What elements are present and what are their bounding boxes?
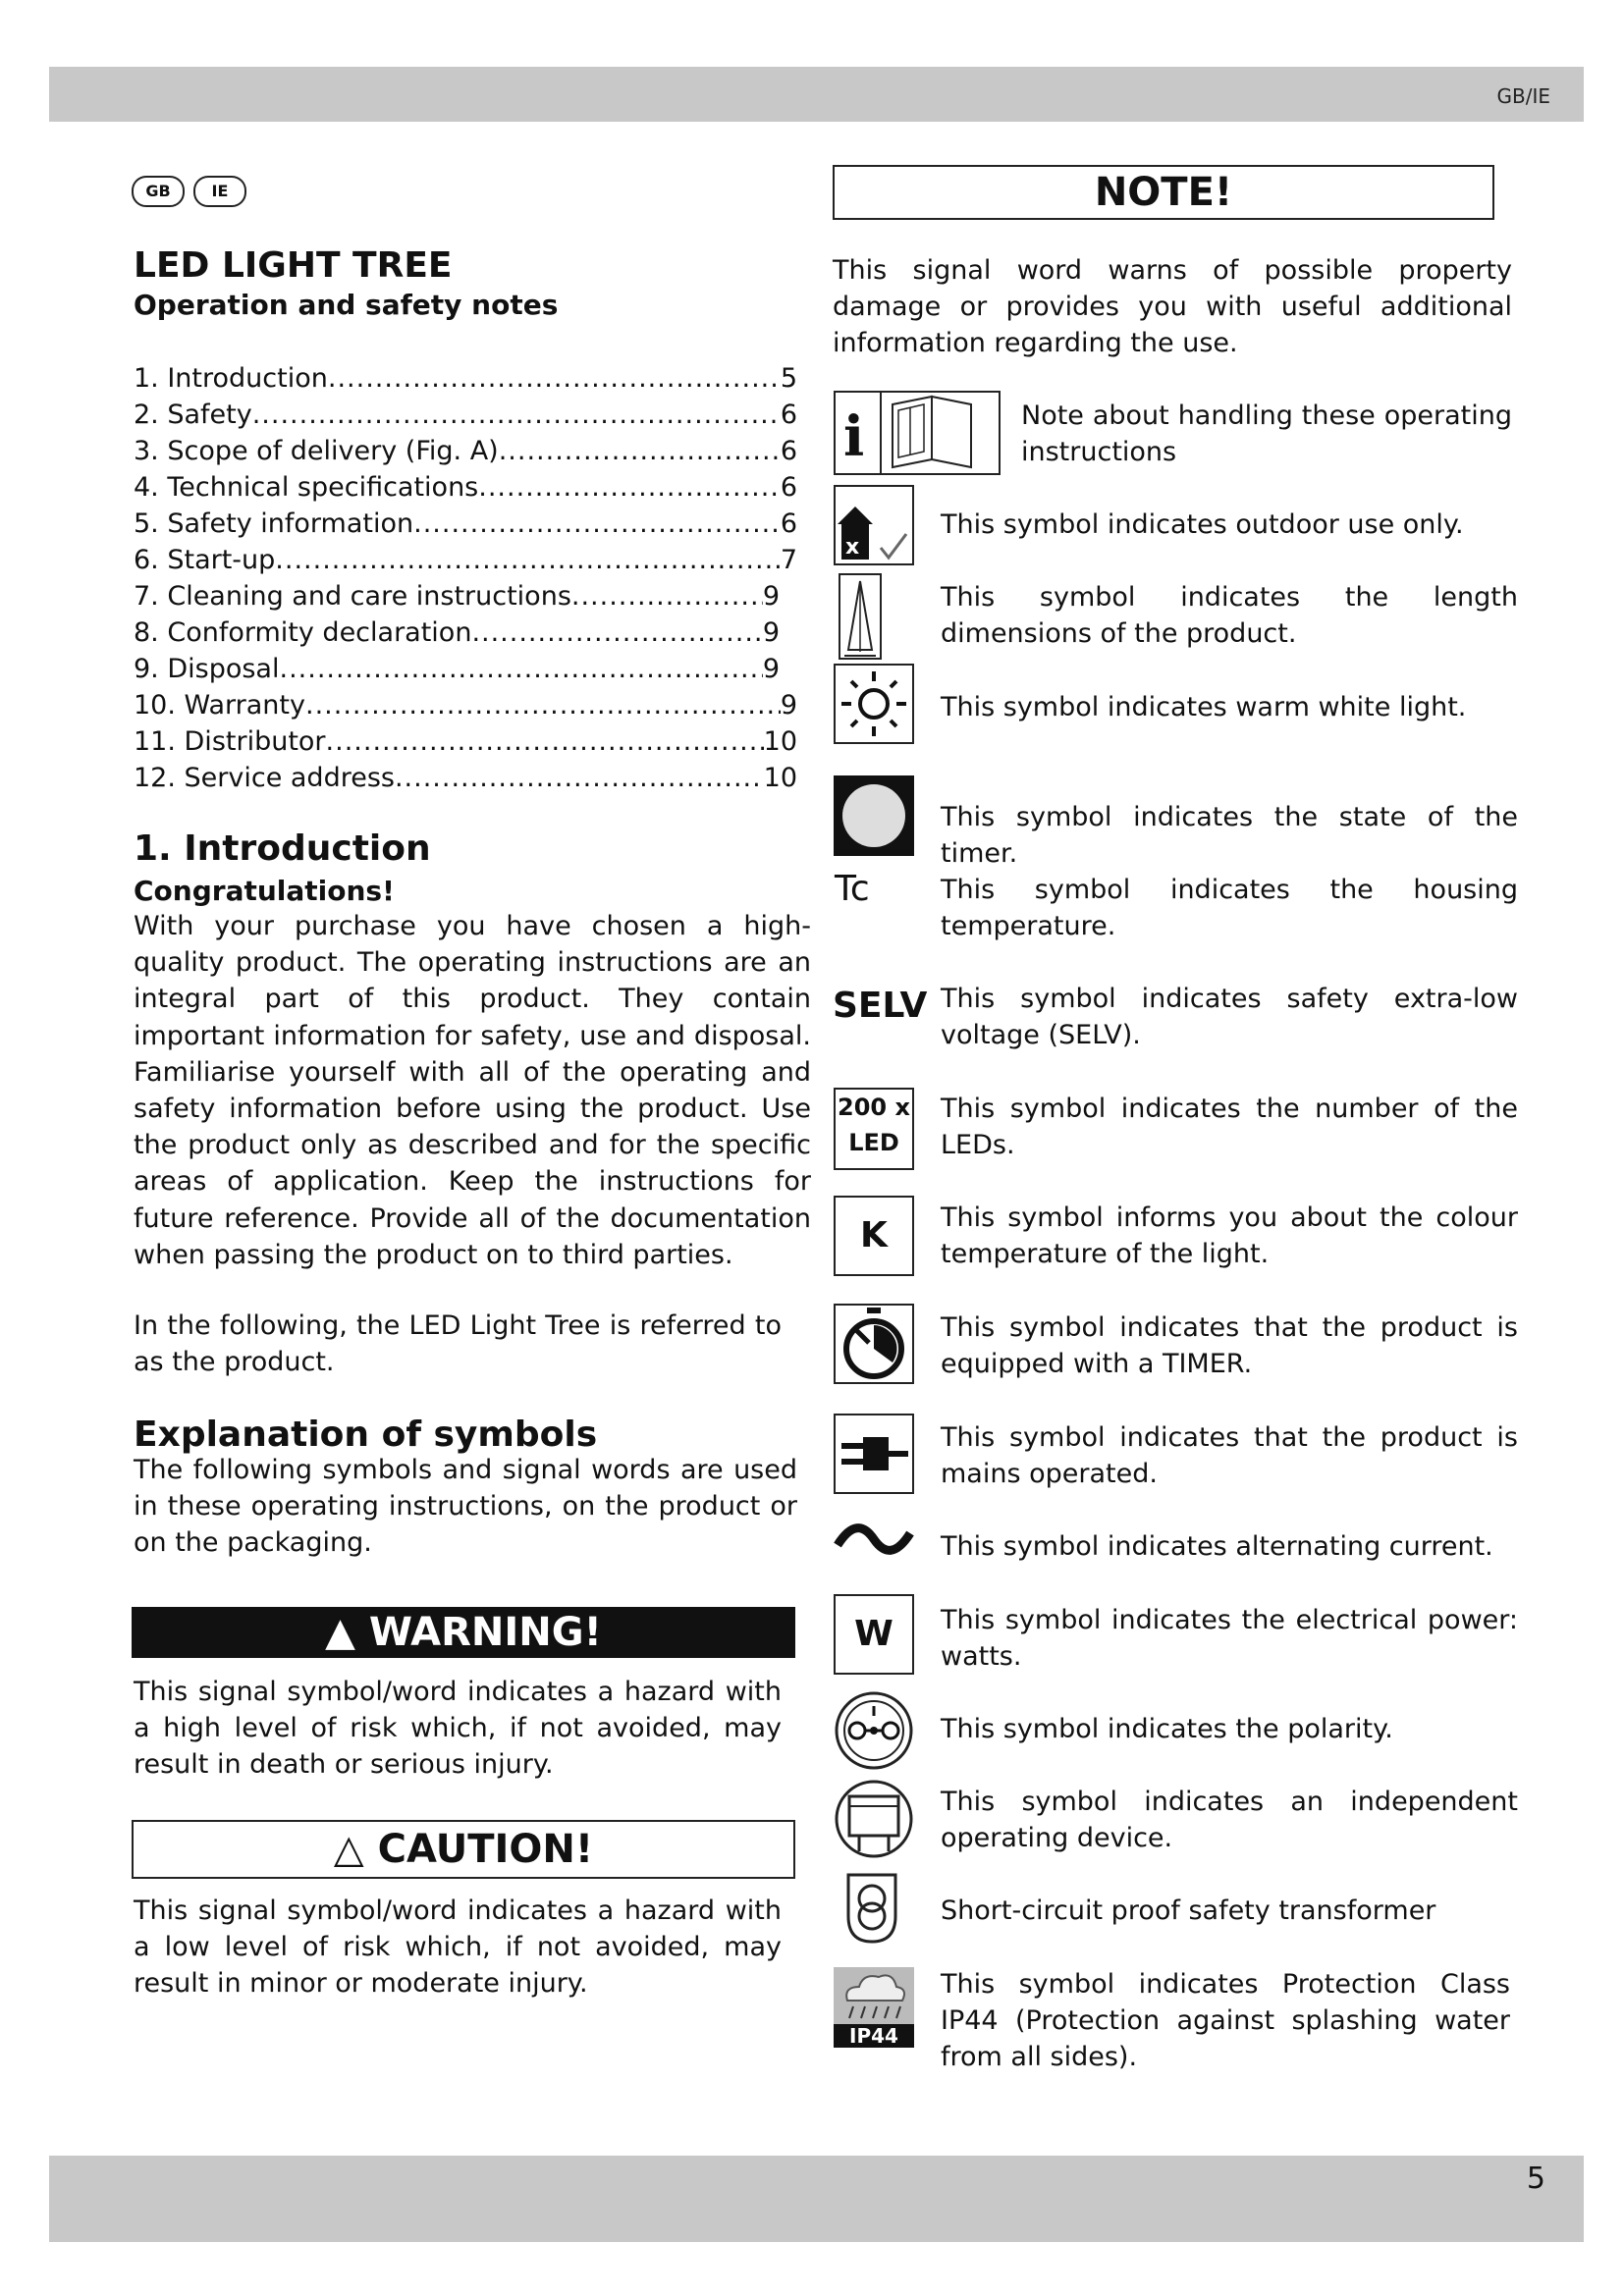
intro-paragraph: With your purchase you have chosen a high-quality product. The operating instructions are an integral part of this product. They contain important information for safety, use and disposal. Familiarise yourself with all of the operating and safety information before using the product. Use the product only as described and for the specific areas of application. Keep the instructions for future reference. Provide all of the documentation when passing the product on to third parties.	[134, 911, 811, 1270]
symbol-description: This symbol indicates the polarity.	[941, 1714, 1393, 1744]
timer-equipped-icon	[834, 1304, 914, 1384]
timer-state-icon	[834, 775, 914, 856]
toc-entry[interactable]: 11. Distributor ..... 10	[134, 726, 797, 757]
toc-entry[interactable]: 7. Cleaning and care instructions ..... 9	[134, 581, 780, 612]
symbol-description: This symbol indicates the state of the timer.	[941, 802, 1518, 870]
toc-entry[interactable]: 5. Safety information ..... 6	[134, 508, 797, 539]
ip44-icon: IP44	[834, 1967, 914, 2048]
watts-icon: W	[834, 1594, 914, 1675]
selv-icon: SELV	[833, 986, 928, 1026]
symbol-description: Note about handling these operating instructions	[1021, 400, 1512, 468]
toc-entry[interactable]: 6. Start-up ..... 7	[134, 545, 797, 575]
symbol-description: This symbol indicates safety extra-low voltage (SELV).	[941, 984, 1518, 1051]
svg-text:i: i	[843, 404, 865, 469]
country-badge-ie: IE	[193, 176, 246, 207]
warning-box: ▲ WARNING!	[132, 1607, 795, 1658]
toc-entry[interactable]: 8. Conformity declaration ..... 9	[134, 617, 780, 648]
safety-transformer-icon	[842, 1865, 901, 1946]
footer-bar	[49, 2156, 1584, 2242]
country-badge-gb: GB	[132, 176, 185, 207]
language-label: GB/IE	[1496, 84, 1550, 108]
toc-entry[interactable]: 2. Safety ..... 6	[134, 400, 797, 430]
independent-device-icon	[834, 1779, 914, 1859]
splash-water-icon	[834, 1967, 914, 2024]
intro-paragraph-2: In the following, the LED Light Tree is referred to as the product.	[134, 1310, 782, 1378]
note-text: This signal word warns of possible property damage or provides you with useful additional information regarding the use.	[833, 255, 1512, 359]
instructions-icon	[834, 391, 1001, 475]
symbols-intro-text: The following symbols and signal words are used in these operating instructions, on the product or on the packaging.	[134, 1455, 797, 1559]
toc-entry[interactable]: 10. Warranty ..... 9	[134, 690, 797, 721]
header-bar	[49, 67, 1584, 122]
intro-heading: 1. Introduction	[134, 828, 431, 869]
note-box: NOTE!	[833, 165, 1494, 220]
housing-temperature-icon: Tc	[835, 869, 870, 909]
toc-entry[interactable]: 1. Introduction ..... 5	[134, 363, 797, 394]
symbol-description: This symbol indicates the housing temperature.	[941, 875, 1518, 942]
outdoor-use-icon	[834, 485, 914, 565]
symbol-description: Short-circuit proof safety transformer	[941, 1896, 1436, 1926]
symbol-description: This symbol indicates an independent operating device.	[941, 1787, 1518, 1854]
warning-triangle-icon: ▲	[325, 1610, 355, 1655]
page-number: 5	[1526, 2162, 1545, 2196]
symbol-description: This symbol indicates that the product is equipped with a TIMER.	[941, 1312, 1518, 1380]
symbol-description: This symbol indicates the electrical power: watts.	[941, 1605, 1518, 1673]
led-count-icon: 200 x LED	[834, 1088, 914, 1170]
document-title: LED LIGHT TREE	[134, 245, 453, 286]
alternating-current-icon	[834, 1520, 914, 1559]
symbol-description: This symbol indicates the length dimensions of the product.	[941, 582, 1518, 650]
warm-white-light-icon	[834, 664, 914, 744]
symbols-heading: Explanation of symbols	[134, 1415, 598, 1455]
caution-box: △ CAUTION!	[132, 1820, 795, 1879]
length-dimensions-icon	[839, 573, 882, 660]
symbol-description: This symbol indicates that the product is mains operated.	[941, 1422, 1518, 1490]
toc-entry[interactable]: 12. Service address ..... 10	[134, 763, 797, 793]
caution-text: This signal symbol/word indicates a hazard with a low level of risk which, if not avoided, may result in minor or moderate injury.	[134, 1896, 782, 2000]
mains-plug-icon	[834, 1414, 914, 1494]
symbol-description: This symbol indicates the number of the LEDs.	[941, 1094, 1518, 1161]
toc-entry[interactable]: 3. Scope of delivery (Fig. A) ..... 6	[134, 436, 797, 466]
polarity-icon	[834, 1690, 914, 1771]
document-subtitle: Operation and safety notes	[134, 289, 559, 321]
symbol-description: This symbol indicates warm white light.	[941, 692, 1467, 722]
colour-temperature-icon: K	[834, 1196, 914, 1276]
symbol-description: This symbol informs you about the colour temperature of the light.	[941, 1202, 1518, 1270]
symbol-description: This symbol indicates Protection Class IP44 (Protection against splashing water from all sides).	[941, 1969, 1510, 2073]
toc-entry[interactable]: 4. Technical specifications ..... 6	[134, 472, 797, 503]
warning-text: This signal symbol/word indicates a hazard with a high level of risk which, if not avoided, may result in death or serious injury.	[134, 1677, 782, 1781]
caution-triangle-icon: △	[333, 1827, 364, 1872]
toc-entry[interactable]: 9. Disposal ..... 9	[134, 654, 780, 684]
symbol-description: This symbol indicates alternating current.	[941, 1531, 1493, 1562]
intro-subheading: Congratulations!	[134, 875, 395, 907]
symbol-description: This symbol indicates outdoor use only.	[941, 509, 1464, 540]
svg-text:x: x	[845, 535, 860, 560]
